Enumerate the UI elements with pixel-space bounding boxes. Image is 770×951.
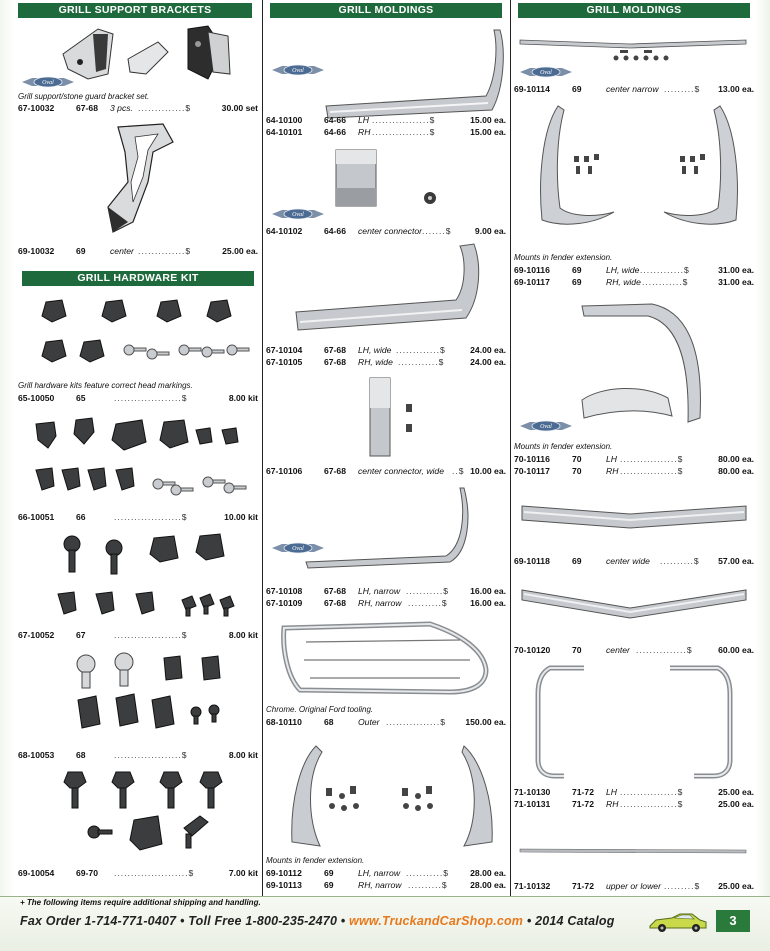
part-row: 64-10100 64-66 LH .................$ 15.00 ea. bbox=[266, 115, 506, 125]
hardware-kit-67-image bbox=[24, 530, 252, 625]
svg-text:Oval: Oval bbox=[292, 68, 304, 75]
upper-lower-molding-image bbox=[518, 846, 748, 856]
section-title-grill-moldings: GRILL MOLDINGS bbox=[270, 3, 502, 18]
part-row: 69-10113 69 RH, narrow ..........$ 28.00 ea. bbox=[266, 880, 506, 890]
svg-text:Oval: Oval bbox=[540, 424, 552, 431]
oval-logo-icon bbox=[272, 64, 324, 76]
part-row: 67-10109 67-68 RH, narrow ..........$ 16.00 ea. bbox=[266, 598, 506, 608]
center-connector-wide-image bbox=[370, 378, 426, 458]
note-fender-extension-70: Mounts in fender extension. bbox=[514, 442, 613, 451]
note-bracket-set: Grill support/stone guard bracket set. bbox=[18, 92, 150, 101]
molding-69-narrow-image bbox=[286, 742, 501, 850]
contact-line: Fax Order 1-714-771-0407 • Toll Free 1-800-235-2470 • www.TruckandCarShop.com • 2014 Catalog bbox=[20, 914, 615, 928]
column-divider bbox=[262, 0, 263, 896]
note-hardware-kits: Grill hardware kits feature correct head markings. bbox=[18, 381, 193, 390]
svg-text:Oval: Oval bbox=[292, 546, 304, 553]
part-row: 67-10108 67-68 LH, narrow ...........$ 16.00 ea. bbox=[266, 586, 506, 596]
part-row: 66-10051 66 ....................$ 10.00 kit bbox=[18, 512, 258, 522]
part-row: 69-10054 69-70 ......................$ 7.00 kit bbox=[18, 868, 258, 878]
oval-logo-icon bbox=[22, 76, 74, 88]
part-row: 70-10116 70 LH .................$ 80.00 ea. bbox=[514, 454, 754, 464]
hardware-kit-68-image bbox=[24, 650, 252, 740]
center-bracket-image bbox=[103, 122, 183, 237]
hardware-kit-65-image bbox=[24, 292, 252, 372]
part-row: 70-10117 70 RH .................$ 80.00 ea. bbox=[514, 466, 754, 476]
note-fender-extension-69: Mounts in fender extension. bbox=[514, 253, 613, 262]
oval-logo-icon bbox=[520, 420, 572, 432]
outer-grill-molding-image bbox=[280, 620, 490, 696]
website-link[interactable]: www.TruckandCarShop.com bbox=[349, 914, 524, 928]
oval-logo-icon bbox=[520, 66, 572, 78]
part-row: 67-10052 67 ....................$ 8.00 kit bbox=[18, 630, 258, 640]
part-row: 70-10120 70 center ...............$ 60.00 ea. bbox=[514, 645, 754, 655]
molding-71-72-image bbox=[534, 664, 744, 780]
part-row: 71-10130 71-72 LH .................$ 25.00 ea. bbox=[514, 787, 754, 797]
part-row: 69-10114 69 center narrow .........$ 13.00 ea. bbox=[514, 84, 754, 94]
part-row: 68-10053 68 ....................$ 8.00 kit bbox=[18, 750, 258, 760]
part-row: 68-10110 68 Outer ................$ 150.00 ea. bbox=[266, 717, 506, 727]
part-row: 67-10032 67-68 3 pcs. ..............$ 30.00 set bbox=[18, 103, 258, 113]
part-row: 69-10117 69 RH, wide ............$ 31.00 ea. bbox=[514, 277, 754, 287]
column-left bbox=[18, 0, 258, 896]
molding-67-68-narrow-image bbox=[306, 486, 476, 576]
part-row: 64-10101 64-66 RH .................$ 15.00 ea. bbox=[266, 127, 506, 137]
part-row: 69-10112 69 LH, narrow ...........$ 28.00 ea. bbox=[266, 868, 506, 878]
fax-order: Fax Order 1-714-771-0407 bbox=[20, 914, 177, 928]
part-row: 69-10032 69 center ..............$ 25.00 ea. bbox=[18, 246, 258, 256]
shipping-note: + The following items require additional shipping and handling. bbox=[20, 898, 261, 907]
part-row: 69-10118 69 center wide ..........$ 57.00 ea. bbox=[514, 556, 754, 566]
oval-logo-icon bbox=[272, 542, 324, 554]
note-fender-extension: Mounts in fender extension. bbox=[266, 856, 365, 865]
svg-text:Oval: Oval bbox=[292, 212, 304, 219]
toll-free: Toll Free 1-800-235-2470 bbox=[188, 914, 338, 928]
column-divider bbox=[510, 0, 511, 896]
oval-logo-icon bbox=[272, 208, 324, 220]
section-title-grill-moldings-right: GRILL MOLDINGS bbox=[518, 3, 750, 18]
molding-64-66-image bbox=[326, 28, 506, 120]
part-row: 69-10116 69 LH, wide .............$ 31.00 ea. bbox=[514, 265, 754, 275]
section-title-grill-support: GRILL SUPPORT BRACKETS bbox=[18, 3, 252, 18]
center-connector-image bbox=[336, 148, 446, 210]
part-row: 67-10105 67-68 RH, wide ............$ 24.00 ea. bbox=[266, 357, 506, 367]
mustang-car-icon bbox=[646, 910, 710, 934]
column-middle bbox=[266, 0, 506, 896]
part-row: 64-10102 64-66 center connector .......$ 9.00 ea. bbox=[266, 226, 506, 236]
molding-69-wide-image bbox=[534, 100, 744, 234]
center-70-molding-image bbox=[520, 586, 748, 620]
part-row: 71-10132 71-72 upper or lower .........$ 25.00 ea. bbox=[514, 881, 754, 891]
catalog-year: 2014 Catalog bbox=[535, 914, 615, 928]
page-number: 3 bbox=[716, 910, 750, 932]
part-row: 71-10131 71-72 RH .................$ 25.00 ea. bbox=[514, 799, 754, 809]
part-row: 65-10050 65 ....................$ 8.00 kit bbox=[18, 393, 258, 403]
part-row: 67-10104 67-68 LH, wide .............$ 24.00 ea. bbox=[266, 345, 506, 355]
center-wide-molding-image bbox=[520, 500, 748, 534]
molding-70-image bbox=[572, 300, 712, 430]
molding-67-68-wide-image bbox=[296, 242, 496, 334]
svg-text:Oval: Oval bbox=[42, 80, 54, 87]
bracket-set-image bbox=[58, 24, 248, 82]
hardware-kit-66-image bbox=[24, 412, 252, 502]
section-title-hardware-kit: GRILL HARDWARE KIT bbox=[22, 271, 254, 286]
column-right bbox=[514, 0, 754, 896]
center-narrow-molding-image bbox=[518, 36, 748, 70]
part-row: 67-10106 67-68 center connector, wide ..$ 10.00 ea. bbox=[266, 466, 506, 476]
note-chrome-tooling: Chrome. Original Ford tooling. bbox=[266, 705, 374, 714]
hardware-kit-69-70-image bbox=[24, 768, 252, 860]
svg-text:Oval: Oval bbox=[540, 70, 552, 77]
